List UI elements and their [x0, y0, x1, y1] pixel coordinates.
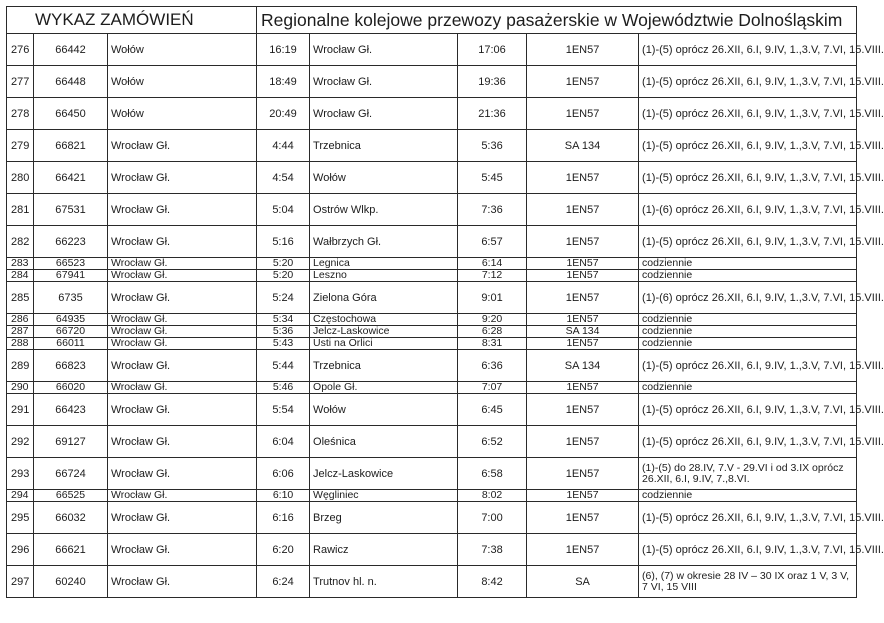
table-row — [7, 162, 857, 194]
operating-days: (1)-(6) oprócz 26.XII, 6.I, 9.IV, 1.,3.V, 7.VI, 15.VIII. — [639, 282, 857, 314]
table-row — [7, 382, 857, 394]
train-number: 66421 — [34, 162, 108, 194]
table-row — [7, 566, 857, 598]
table-row — [7, 502, 857, 534]
table-row — [7, 194, 857, 226]
rolling-stock-type: 1EN57 — [527, 34, 639, 66]
operating-days: codziennie — [639, 270, 857, 282]
document-subtitle: Regionalne kolejowe przewozy pasażerskie w Województwie Dolnośląskim — [257, 7, 857, 34]
table-row — [7, 326, 857, 338]
arrival-time: 17:06 — [458, 34, 527, 66]
destination-station: Częstochowa — [310, 314, 458, 326]
rolling-stock-type: SA 134 — [527, 350, 639, 382]
rolling-stock-type: 1EN57 — [527, 270, 639, 282]
destination-station: Wrocław Gł. — [310, 98, 458, 130]
arrival-time: 8:42 — [458, 566, 527, 598]
operating-days: codziennie — [639, 490, 857, 502]
row-number: 279 — [7, 130, 34, 162]
origin-station: Wrocław Gł. — [108, 314, 257, 326]
departure-time: 5:04 — [257, 194, 310, 226]
arrival-time: 5:45 — [458, 162, 527, 194]
train-number: 66525 — [34, 490, 108, 502]
train-number: 67531 — [34, 194, 108, 226]
arrival-time: 6:36 — [458, 350, 527, 382]
departure-time: 6:06 — [257, 458, 310, 490]
rolling-stock-type: SA — [527, 566, 639, 598]
origin-station: Wrocław Gł. — [108, 162, 257, 194]
row-number: 277 — [7, 66, 34, 98]
train-number: 66223 — [34, 226, 108, 258]
arrival-time: 9:20 — [458, 314, 527, 326]
train-number: 66621 — [34, 534, 108, 566]
table-row — [7, 226, 857, 258]
departure-time: 4:44 — [257, 130, 310, 162]
operating-days: (1)-(5) oprócz 26.XII, 6.I, 9.IV, 1.,3.V, 7.VI, 15.VIII. — [639, 98, 857, 130]
train-number: 69127 — [34, 426, 108, 458]
table-header-row — [7, 7, 857, 34]
operating-days: (1)-(5) oprócz 26.XII, 6.I, 9.IV, 1.,3.V, 7.VI, 15.VIII. — [639, 226, 857, 258]
departure-time: 4:54 — [257, 162, 310, 194]
train-number: 66724 — [34, 458, 108, 490]
row-number: 283 — [7, 258, 34, 270]
rolling-stock-type: 1EN57 — [527, 338, 639, 350]
destination-station: Wrocław Gł. — [310, 34, 458, 66]
table-row — [7, 350, 857, 382]
destination-station: Wołów — [310, 394, 458, 426]
table-row — [7, 282, 857, 314]
rolling-stock-type: SA 134 — [527, 326, 639, 338]
table-row — [7, 394, 857, 426]
rolling-stock-type: 1EN57 — [527, 194, 639, 226]
arrival-time: 6:52 — [458, 426, 527, 458]
departure-time: 5:43 — [257, 338, 310, 350]
operating-days: codziennie — [639, 338, 857, 350]
row-number: 281 — [7, 194, 34, 226]
train-number: 67941 — [34, 270, 108, 282]
origin-station: Wołów — [108, 66, 257, 98]
row-number: 292 — [7, 426, 34, 458]
table-row — [7, 34, 857, 66]
table-row — [7, 98, 857, 130]
arrival-time: 9:01 — [458, 282, 527, 314]
arrival-time: 21:36 — [458, 98, 527, 130]
operating-days: (1)-(5) oprócz 26.XII, 6.I, 9.IV, 1.,3.V, 7.VI, 15.VIII. — [639, 534, 857, 566]
rolling-stock-type: 1EN57 — [527, 458, 639, 490]
arrival-time: 6:57 — [458, 226, 527, 258]
table-row — [7, 426, 857, 458]
arrival-time: 6:58 — [458, 458, 527, 490]
rolling-stock-type: 1EN57 — [527, 534, 639, 566]
rolling-stock-type: 1EN57 — [527, 66, 639, 98]
train-number: 66821 — [34, 130, 108, 162]
destination-station: Leszno — [310, 270, 458, 282]
departure-time: 6:24 — [257, 566, 310, 598]
row-number: 295 — [7, 502, 34, 534]
operating-days: codziennie — [639, 258, 857, 270]
table-row — [7, 130, 857, 162]
schedule-table — [6, 6, 884, 598]
destination-station: Jelcz-Laskowice — [310, 458, 458, 490]
rolling-stock-type: 1EN57 — [527, 226, 639, 258]
departure-time: 5:16 — [257, 226, 310, 258]
table-row — [7, 490, 857, 502]
rolling-stock-type: 1EN57 — [527, 394, 639, 426]
destination-station: Trzebnica — [310, 130, 458, 162]
rolling-stock-type: 1EN57 — [527, 426, 639, 458]
destination-station: Wołów — [310, 162, 458, 194]
origin-station: Wrocław Gł. — [108, 382, 257, 394]
train-number: 66020 — [34, 382, 108, 394]
rolling-stock-type: 1EN57 — [527, 382, 639, 394]
origin-station: Wrocław Gł. — [108, 130, 257, 162]
row-number: 288 — [7, 338, 34, 350]
destination-station: Zielona Góra — [310, 282, 458, 314]
train-number: 64935 — [34, 314, 108, 326]
destination-station: Rawicz — [310, 534, 458, 566]
arrival-time: 7:36 — [458, 194, 527, 226]
departure-time: 5:46 — [257, 382, 310, 394]
arrival-time: 6:28 — [458, 326, 527, 338]
train-number: 66523 — [34, 258, 108, 270]
operating-days: (1)-(5) oprócz 26.XII, 6.I, 9.IV, 1.,3.V, 7.VI, 15.VIII. — [639, 34, 857, 66]
rolling-stock-type: 1EN57 — [527, 258, 639, 270]
departure-time: 6:20 — [257, 534, 310, 566]
origin-station: Wołów — [108, 34, 257, 66]
destination-station: Trzebnica — [310, 350, 458, 382]
row-number: 284 — [7, 270, 34, 282]
train-number: 66423 — [34, 394, 108, 426]
origin-station: Wrocław Gł. — [108, 394, 257, 426]
departure-time: 5:24 — [257, 282, 310, 314]
row-number: 297 — [7, 566, 34, 598]
departure-time: 5:20 — [257, 270, 310, 282]
table-row — [7, 66, 857, 98]
row-number: 286 — [7, 314, 34, 326]
table-row — [7, 258, 857, 270]
origin-station: Wrocław Gł. — [108, 226, 257, 258]
arrival-time: 5:36 — [458, 130, 527, 162]
arrival-time: 7:12 — [458, 270, 527, 282]
table-row — [7, 534, 857, 566]
origin-station: Wrocław Gł. — [108, 534, 257, 566]
operating-days: (1)-(5) oprócz 26.XII, 6.I, 9.IV, 1.,3.V, 7.VI, 15.VIII. — [639, 394, 857, 426]
destination-station: Opole Gł. — [310, 382, 458, 394]
destination-station: Węgliniec — [310, 490, 458, 502]
destination-station: Wałbrzych Gł. — [310, 226, 458, 258]
row-number: 287 — [7, 326, 34, 338]
origin-station: Wrocław Gł. — [108, 458, 257, 490]
destination-station: Oleśnica — [310, 426, 458, 458]
departure-time: 6:10 — [257, 490, 310, 502]
origin-station: Wrocław Gł. — [108, 502, 257, 534]
arrival-time: 8:02 — [458, 490, 527, 502]
rolling-stock-type: 1EN57 — [527, 98, 639, 130]
destination-station: Wrocław Gł. — [310, 66, 458, 98]
operating-days: (1)-(5) oprócz 26.XII, 6.I, 9.IV, 1.,3.V, 7.VI, 15.VIII. — [639, 426, 857, 458]
rolling-stock-type: 1EN57 — [527, 502, 639, 534]
train-number: 60240 — [34, 566, 108, 598]
rolling-stock-type: 1EN57 — [527, 282, 639, 314]
departure-time: 20:49 — [257, 98, 310, 130]
operating-days: (1)-(5) oprócz 26.XII, 6.I, 9.IV, 1.,3.V, 7.VI, 15.VIII. — [639, 130, 857, 162]
row-number: 289 — [7, 350, 34, 382]
train-number: 6735 — [34, 282, 108, 314]
operating-days: (1)-(5) oprócz 26.XII, 6.I, 9.IV, 1.,3.V, 7.VI, 15.VIII. — [639, 66, 857, 98]
rolling-stock-type: 1EN57 — [527, 162, 639, 194]
row-number: 276 — [7, 34, 34, 66]
departure-time: 18:49 — [257, 66, 310, 98]
departure-time: 5:54 — [257, 394, 310, 426]
train-number: 66442 — [34, 34, 108, 66]
departure-time: 5:36 — [257, 326, 310, 338]
arrival-time: 6:14 — [458, 258, 527, 270]
destination-station: Usti na Orlici — [310, 338, 458, 350]
row-number: 280 — [7, 162, 34, 194]
destination-station: Legnica — [310, 258, 458, 270]
operating-days: (1)-(6) oprócz 26.XII, 6.I, 9.IV, 1.,3.V, 7.VI, 15.VIII. — [639, 194, 857, 226]
origin-station: Wrocław Gł. — [108, 490, 257, 502]
table-row — [7, 314, 857, 326]
operating-days: codziennie — [639, 382, 857, 394]
row-number: 282 — [7, 226, 34, 258]
train-number: 66032 — [34, 502, 108, 534]
row-number: 278 — [7, 98, 34, 130]
row-number: 285 — [7, 282, 34, 314]
departure-time: 6:04 — [257, 426, 310, 458]
row-number: 293 — [7, 458, 34, 490]
row-number: 290 — [7, 382, 34, 394]
arrival-time: 7:07 — [458, 382, 527, 394]
rolling-stock-type: 1EN57 — [527, 490, 639, 502]
arrival-time: 19:36 — [458, 66, 527, 98]
row-number: 296 — [7, 534, 34, 566]
rolling-stock-type: SA 134 — [527, 130, 639, 162]
table-row — [7, 338, 857, 350]
destination-station: Brzeg — [310, 502, 458, 534]
departure-time: 6:16 — [257, 502, 310, 534]
origin-station: Wrocław Gł. — [108, 338, 257, 350]
operating-days: (1)-(5) oprócz 26.XII, 6.I, 9.IV, 1.,3.V, 7.VI, 15.VIII. — [639, 162, 857, 194]
departure-time: 5:20 — [257, 258, 310, 270]
destination-station: Jelcz-Laskowice — [310, 326, 458, 338]
operating-days: codziennie — [639, 314, 857, 326]
origin-station: Wołów — [108, 98, 257, 130]
train-number: 66823 — [34, 350, 108, 382]
table-row — [7, 270, 857, 282]
operating-days: (1)-(5) oprócz 26.XII, 6.I, 9.IV, 1.,3.V, 7.VI, 15.VIII. — [639, 350, 857, 382]
origin-station: Wrocław Gł. — [108, 194, 257, 226]
origin-station: Wrocław Gł. — [108, 350, 257, 382]
rolling-stock-type: 1EN57 — [527, 314, 639, 326]
origin-station: Wrocław Gł. — [108, 566, 257, 598]
train-number: 66450 — [34, 98, 108, 130]
row-number: 291 — [7, 394, 34, 426]
train-number: 66011 — [34, 338, 108, 350]
origin-station: Wrocław Gł. — [108, 282, 257, 314]
arrival-time: 6:45 — [458, 394, 527, 426]
origin-station: Wrocław Gł. — [108, 426, 257, 458]
row-number: 294 — [7, 490, 34, 502]
table-row — [7, 458, 857, 490]
departure-time: 5:44 — [257, 350, 310, 382]
departure-time: 5:34 — [257, 314, 310, 326]
destination-station: Ostrów Wlkp. — [310, 194, 458, 226]
document-title: WYKAZ ZAMÓWIEŃ — [7, 7, 257, 34]
departure-time: 16:19 — [257, 34, 310, 66]
destination-station: Trutnov hl. n. — [310, 566, 458, 598]
origin-station: Wrocław Gł. — [108, 258, 257, 270]
order-list-sheet — [6, 6, 884, 598]
arrival-time: 7:00 — [458, 502, 527, 534]
train-number: 66720 — [34, 326, 108, 338]
operating-days: (1)-(5) oprócz 26.XII, 6.I, 9.IV, 1.,3.V, 7.VI, 15.VIII. — [639, 502, 857, 534]
arrival-time: 8:31 — [458, 338, 527, 350]
origin-station: Wrocław Gł. — [108, 326, 257, 338]
operating-days: codziennie — [639, 326, 857, 338]
operating-days: (6), (7) w okresie 28 IV – 30 IX oraz 1 V, 3 V, 7 VI, 15 VIII — [639, 566, 857, 598]
origin-station: Wrocław Gł. — [108, 270, 257, 282]
arrival-time: 7:38 — [458, 534, 527, 566]
operating-days: (1)-(5) do 28.IV, 7.V - 29.VI i od 3.IX oprócz 26.XII, 6.I, 9.IV, 7.,8.VI. — [639, 458, 857, 490]
train-number: 66448 — [34, 66, 108, 98]
